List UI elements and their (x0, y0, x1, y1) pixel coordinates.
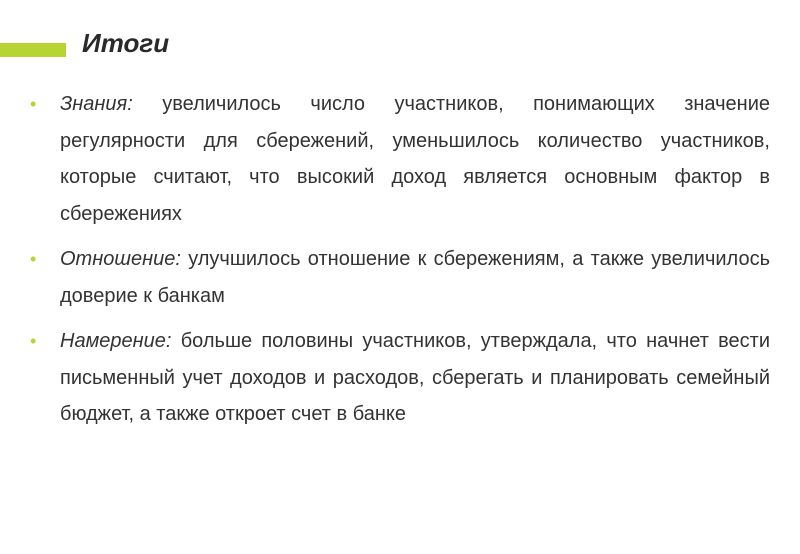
bullet-text: больше половины участников, утверждала, что начнет вести письменный учет доходов и расходов, сберегать и планировать семейный бюджет, а также откроет счет в банке (60, 330, 770, 425)
bullet-text: увеличилось число участников, понимающих значение регулярности для сбережений, уменьшилось количество участников, которые считают, что высокий доход является основным фактор в сбережениях (60, 93, 770, 225)
bullet-dot-icon: • (30, 94, 37, 114)
bullet-item-attitude (30, 241, 770, 314)
bullet-text: улучшилось отношение к сбережениям, а также увеличилось доверие к банкам (60, 248, 770, 307)
bullet-term: Намерение: (60, 330, 172, 352)
bullet-item-intention (30, 323, 770, 433)
slide-title: Итоги (82, 28, 170, 58)
bullet-dot-icon: • (30, 331, 37, 351)
bullet-item-knowledge (30, 86, 770, 232)
bullet-term: Отношение: (60, 248, 181, 270)
bullet-dot-icon: • (30, 249, 37, 269)
title-accent-bar (0, 43, 66, 57)
bullet-term: Знания: (60, 93, 133, 115)
bullet-list (30, 86, 770, 442)
